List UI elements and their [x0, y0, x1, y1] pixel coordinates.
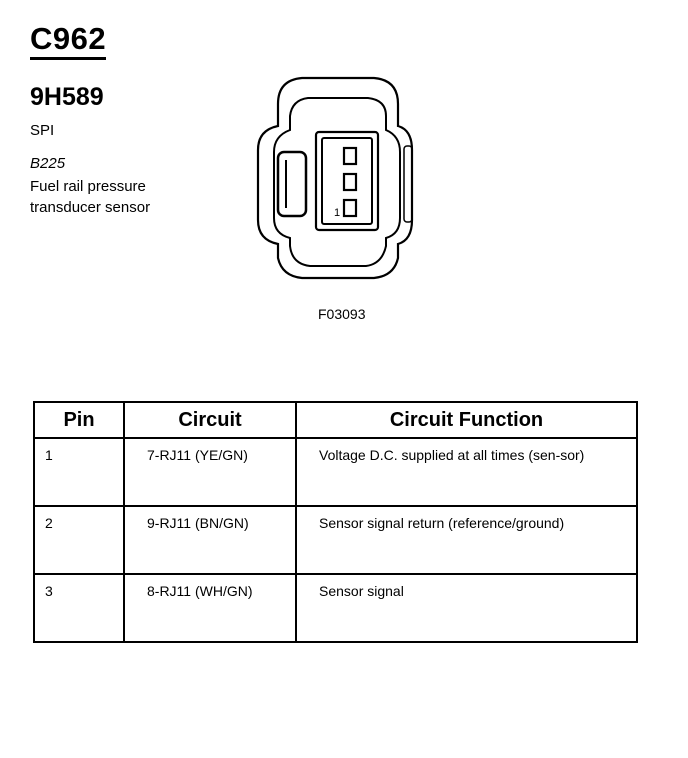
table-row — [34, 506, 637, 574]
figure-id: F03093 — [318, 306, 366, 322]
pin-cell: 1 — [34, 438, 124, 506]
pin-3-terminal — [344, 148, 356, 164]
pin-cell: 2 — [34, 506, 124, 574]
circuit-cell: 7-RJ11 (YE/GN) — [124, 438, 296, 506]
connector-housing-outline — [258, 78, 412, 278]
pin-cell: 3 — [34, 574, 124, 642]
header-circuit: Circuit — [124, 402, 296, 438]
header-circuit-function: Circuit Function — [296, 402, 637, 438]
pin-2-terminal — [344, 174, 356, 190]
function-cell: Sensor signal — [296, 574, 637, 642]
component-description: Fuel rail pressure transducer sensor — [30, 178, 151, 216]
system-label: SPI — [30, 122, 55, 139]
connector-id: C962 — [30, 22, 106, 60]
circuit-cell: 8-RJ11 (WH/GN) — [124, 574, 296, 642]
function-cell: Voltage D.C. supplied at all times (sen-sor) — [296, 438, 637, 506]
connector-inner-outline — [274, 98, 400, 266]
component-code: B225 — [30, 155, 66, 172]
table-row — [34, 438, 637, 506]
function-cell: Sensor signal return (reference/ground) — [296, 506, 637, 574]
table-header-row — [34, 402, 637, 438]
pinout-table — [33, 401, 638, 643]
circuit-cell: 9-RJ11 (BN/GN) — [124, 506, 296, 574]
pin-1-marker: 1 — [334, 207, 341, 219]
part-number: 9H589 — [30, 83, 104, 111]
pin-1-terminal — [344, 200, 356, 216]
locking-tab — [278, 152, 306, 216]
header-pin: Pin — [34, 402, 124, 438]
connector-face-diagram — [248, 70, 428, 290]
table-row — [34, 574, 637, 642]
